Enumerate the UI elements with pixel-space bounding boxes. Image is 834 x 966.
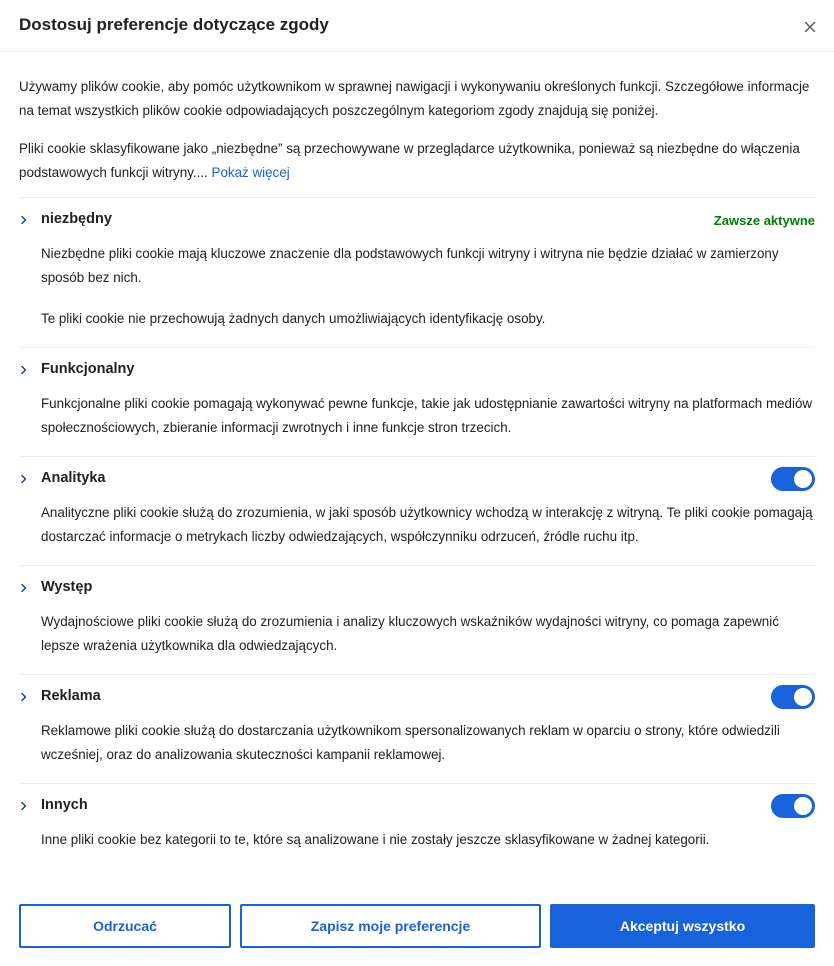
category-description [19,610,815,674]
category-note-text: Te pliki cookie nie przechowują żadnych danych umożliwiających identyfikację osoby. [41,311,546,326]
toggle-knob [794,470,812,488]
category-description-text: Inne pliki cookie bez kategorii to te, które są analizowane i nie zostały jeszcze sklasyfikowane w żadnej kategorii. [41,832,710,847]
category-description [19,828,815,868]
category-header-advertising[interactable] [19,675,815,719]
category-title: Analityka [41,470,106,486]
close-icon[interactable] [800,17,820,37]
accept-all-button[interactable]: Akceptuj wszystko [550,904,815,948]
intro-section [19,75,815,185]
intro-paragraph-more [19,137,815,185]
category-description-text: Analityczne pliki cookie służą do zrozumienia, w jaki sposób użytkownicy wchodzą w interakcję z witryną. Te pliki cookie pomagają dostarczać informacje o metrykach liczby odwiedzających, współczynniku odrzuceń, źródle ruchu itp. [41,505,813,544]
category-title: Funkcjonalny [41,361,135,377]
category-header-analytics[interactable] [19,457,815,501]
category-description-text: Niezbędne pliki cookie mają kluczowe znaczenie dla podstawowych funkcji witryny i witryna nie będzie działać w zamierzony sposób bez nich. [41,246,779,285]
category-necessary [19,197,815,347]
analytics-toggle[interactable] [771,467,815,491]
category-title: Reklama [41,688,101,704]
category-title: niezbędny [41,211,112,227]
toggle-knob [794,688,812,706]
category-header-necessary[interactable] [19,198,815,242]
save-preferences-button[interactable]: Zapisz moje preferencje [240,904,541,948]
modal-title: Dostosuj preferencje dotyczące zgody [19,15,329,34]
modal-footer [0,890,834,966]
category-description-text: Funkcjonalne pliki cookie pomagają wykonywać pewne funkcje, takie jak udostępnianie zawartości witryny na platformach mediów społecznościowych, zbieranie informacji zwrotnych i inne funkcje stron trzecich. [41,396,813,435]
category-header-performance[interactable] [19,566,815,610]
category-description [19,242,815,347]
advertising-toggle[interactable] [771,685,815,709]
category-analytics [19,456,815,565]
category-title: Innych [41,797,88,813]
category-performance [19,565,815,674]
category-description [19,392,815,456]
category-header-other[interactable] [19,784,815,828]
always-active-label: Zawsze aktywne [713,213,815,228]
category-title: Występ [41,579,93,595]
intro-paragraph-text: Pliki cookie sklasyfikowane jako „niezbędne” są przechowywane w przeglądarce użytkownika, ponieważ są niezbędne do włączenia podstawowych funkcji witryny.... [19,141,800,180]
chevron-right-icon [19,472,29,486]
chevron-right-icon [19,690,29,704]
other-toggle[interactable] [771,794,815,818]
toggle-knob [794,797,812,815]
reject-button[interactable]: Odrzucać [19,904,231,948]
intro-paragraph: Używamy plików cookie, aby pomóc użytkownikom w sprawnej nawigacji i wykonywaniu określonych funkcji. Szczegółowe informacje na temat wszystkich plików cookie odpowiadających poszczególnym kategoriom zgody znajdują się poniżej. [19,79,810,118]
category-header-functional[interactable] [19,348,815,392]
chevron-right-icon [19,213,29,227]
category-functional [19,347,815,456]
chevron-right-icon [19,363,29,377]
modal-header [0,0,834,52]
category-description-text: Reklamowe pliki cookie służą do dostarczania użytkownikom spersonalizowanych reklam w oparciu o strony, które odwiedzili wcześniej, oraz do analizowania skuteczności kampanii reklamowej. [41,723,780,762]
category-other [19,783,815,868]
category-description [19,719,815,783]
category-advertising [19,674,815,783]
show-more-link[interactable]: Pokaż więcej [211,165,290,180]
chevron-right-icon [19,799,29,813]
chevron-right-icon [19,581,29,595]
category-description [19,501,815,565]
modal-body[interactable] [19,52,815,890]
category-description-text: Wydajnościowe pliki cookie służą do zrozumienia i analizy kluczowych wskaźników wydajności witryny, co pomaga zapewnić lepsze wrażenia użytkownika dla odwiedzających. [41,614,779,653]
